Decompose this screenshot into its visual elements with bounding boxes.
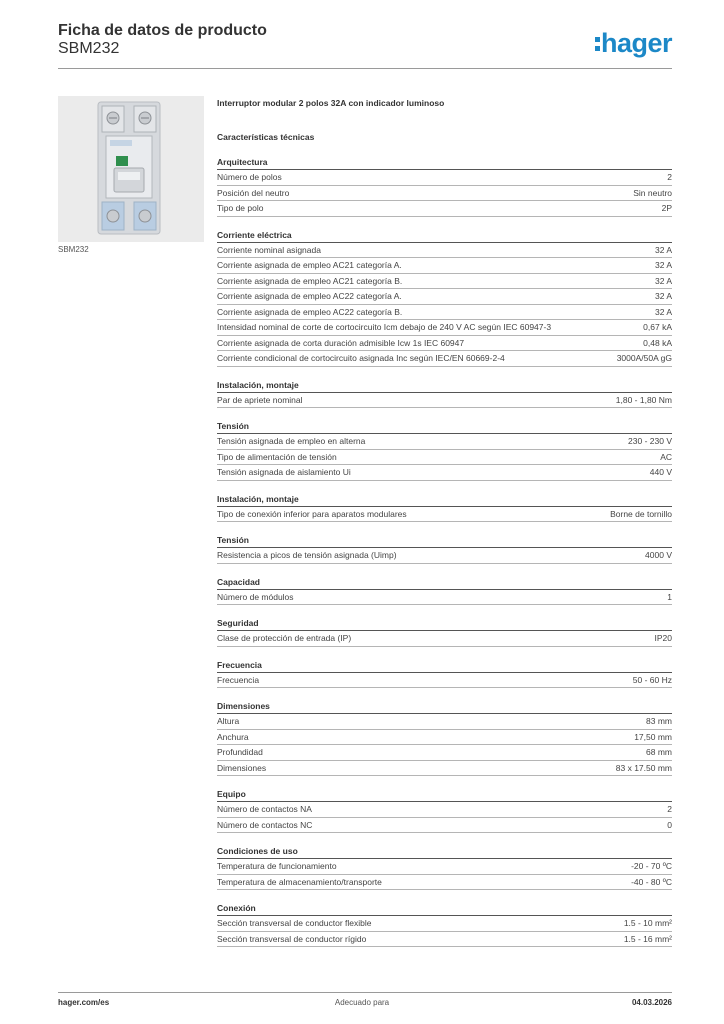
section-title: Seguridad — [217, 616, 672, 631]
spec-section — [217, 616, 672, 647]
spec-row — [217, 761, 672, 777]
spec-value: 32 A — [654, 260, 672, 271]
spec-row — [217, 548, 672, 564]
spec-section — [217, 901, 672, 947]
spec-section — [217, 155, 672, 217]
product-image — [58, 96, 204, 242]
spec-label: Anchura — [217, 731, 249, 742]
spec-row — [217, 351, 672, 367]
spec-row — [217, 745, 672, 761]
section-title: Equipo — [217, 787, 672, 802]
spec-row — [217, 320, 672, 336]
spec-row — [217, 336, 672, 352]
spec-label: Número de contactos NA — [217, 804, 312, 815]
spec-row — [217, 673, 672, 689]
spec-label: Sección transversal de conductor rígido — [217, 933, 367, 944]
spec-label: Corriente asignada de empleo AC21 categoría A. — [217, 260, 402, 271]
spec-label: Tensión asignada de empleo en alterna — [217, 436, 366, 447]
spec-label: Número de polos — [217, 172, 282, 183]
section-title: Tensión — [217, 419, 672, 434]
header-divider — [58, 68, 672, 69]
spec-row — [217, 875, 672, 891]
spec-label: Corriente condicional de cortocircuito asignada Inc según IEC/EN 60669-2-4 — [217, 353, 505, 364]
spec-label: Altura — [217, 716, 240, 727]
footer-divider — [58, 992, 672, 993]
spec-label: Número de módulos — [217, 591, 294, 602]
section-title: Condiciones de uso — [217, 844, 672, 859]
spec-value: 32 A — [654, 244, 672, 255]
product-datasheet — [217, 96, 672, 947]
spec-label: Corriente asignada de empleo AC22 categoría B. — [217, 306, 403, 317]
spec-section — [217, 492, 672, 523]
section-title: Instalación, montaje — [217, 378, 672, 393]
spec-value: 4000 V — [645, 550, 672, 561]
spec-label: Temperatura de funcionamiento — [217, 861, 337, 872]
section-title: Dimensiones — [217, 699, 672, 714]
spec-row — [217, 258, 672, 274]
switch-module-illustration — [58, 96, 204, 242]
section-title: Arquitectura — [217, 155, 672, 170]
spec-value: 32 A — [654, 275, 672, 286]
spec-row — [217, 818, 672, 834]
spec-value: 2P — [661, 203, 672, 214]
spec-value: -20 - 70 ºC — [631, 861, 672, 872]
spec-section — [217, 787, 672, 833]
spec-label: Tipo de alimentación de tensión — [217, 451, 337, 462]
spec-section — [217, 844, 672, 890]
spec-label: Intensidad nominal de corte de cortocircuito Icm debajo de 240 V AC según IEC 60947-3 — [217, 322, 552, 333]
spec-value: 32 A — [654, 306, 672, 317]
spec-label: Clase de protección de entrada (IP) — [217, 633, 352, 644]
spec-value: 1.5 - 10 mm² — [623, 918, 672, 929]
spec-value: 1.5 - 16 mm² — [623, 933, 672, 944]
spec-value: 230 - 230 V — [628, 436, 672, 447]
spec-value: 440 V — [649, 467, 672, 478]
document-title: Ficha de datos de producto — [58, 22, 267, 39]
spec-row — [217, 393, 672, 409]
spec-row — [217, 170, 672, 186]
spec-value: Borne de tornillo — [610, 508, 672, 519]
logo-colon-icon — [595, 37, 600, 55]
spec-value: 0 — [667, 819, 672, 830]
spec-row — [217, 932, 672, 948]
spec-label: Tipo de polo — [217, 203, 264, 214]
section-title: Frecuencia — [217, 658, 672, 673]
footer-website[interactable]: hager.com/es — [58, 998, 110, 1007]
footer-note: Adecuado para — [334, 998, 390, 1007]
section-title: Tensión — [217, 533, 672, 548]
spec-value: 0,48 kA — [643, 337, 672, 348]
spec-label: Corriente asignada de corta duración admisible Icw 1s IEC 60947 — [217, 337, 465, 348]
spec-row — [217, 714, 672, 730]
spec-row — [217, 289, 672, 305]
spec-value: 83 x 17.50 mm — [615, 762, 672, 773]
spec-value: 1,80 - 1,80 Nm — [615, 394, 672, 405]
spec-label: Tipo de conexión inferior para aparatos modulares — [217, 508, 407, 519]
technical-characteristics-heading: Características técnicas — [217, 132, 315, 142]
product-reference: SBM232 — [58, 40, 120, 57]
spec-section — [217, 419, 672, 481]
spec-row — [217, 916, 672, 932]
spec-value: 2 — [667, 172, 672, 183]
spec-value: AC — [660, 451, 672, 462]
spec-label: Par de apriete nominal — [217, 394, 303, 405]
spec-value: IP20 — [654, 633, 672, 644]
spec-row — [217, 434, 672, 450]
spec-row — [217, 450, 672, 466]
section-title: Capacidad — [217, 575, 672, 590]
section-title: Instalación, montaje — [217, 492, 672, 507]
hager-logo — [595, 28, 672, 58]
spec-row — [217, 305, 672, 321]
spec-section — [217, 378, 672, 409]
spec-row — [217, 631, 672, 647]
spec-value: Sin neutro — [633, 187, 672, 198]
spec-row — [217, 859, 672, 875]
spec-row — [217, 730, 672, 746]
logo-text: hager — [600, 28, 672, 58]
spec-row — [217, 465, 672, 481]
spec-row — [217, 274, 672, 290]
spec-row — [217, 507, 672, 523]
page-header — [58, 20, 672, 68]
spec-label: Frecuencia — [217, 674, 260, 685]
section-title: Corriente eléctrica — [217, 228, 672, 243]
spec-label: Resistencia a picos de tensión asignada (Uimp) — [217, 550, 397, 561]
spec-label: Corriente nominal asignada — [217, 244, 321, 255]
spec-section — [217, 658, 672, 689]
spec-value: -40 - 80 ºC — [631, 876, 672, 887]
spec-label: Corriente asignada de empleo AC21 categoría B. — [217, 275, 403, 286]
spec-value: 32 A — [654, 291, 672, 302]
spec-value: 0,67 kA — [643, 322, 672, 333]
spec-label: Número de contactos NC — [217, 819, 313, 830]
spec-section — [217, 575, 672, 606]
spec-value: 83 mm — [646, 716, 672, 727]
spec-row — [217, 186, 672, 202]
product-description: Interruptor modular 2 polos 32A con indicador luminoso — [217, 98, 445, 108]
spec-sections — [217, 155, 672, 947]
section-title: Conexión — [217, 901, 672, 916]
spec-section — [217, 533, 672, 564]
spec-label: Corriente asignada de empleo AC22 categoría A. — [217, 291, 402, 302]
spec-row — [217, 590, 672, 606]
spec-section — [217, 228, 672, 367]
spec-label: Posición del neutro — [217, 187, 290, 198]
spec-section — [217, 699, 672, 776]
spec-value: 17,50 mm — [634, 731, 672, 742]
spec-label: Tensión asignada de aislamiento Ui — [217, 467, 351, 478]
spec-row — [217, 243, 672, 259]
image-caption: SBM232 — [58, 245, 89, 254]
spec-label: Sección transversal de conductor flexible — [217, 918, 372, 929]
spec-label: Profundidad — [217, 747, 263, 758]
spec-value: 50 - 60 Hz — [632, 674, 672, 685]
spec-value: 2 — [667, 804, 672, 815]
spec-row — [217, 201, 672, 217]
spec-label: Dimensiones — [217, 762, 267, 773]
footer-date: 04.03.2026 — [631, 998, 672, 1007]
spec-row — [217, 802, 672, 818]
spec-value: 3000A/50A gG — [616, 353, 672, 364]
spec-value: 68 mm — [646, 747, 672, 758]
spec-value: 1 — [667, 591, 672, 602]
spec-label: Temperatura de almacenamiento/transporte — [217, 876, 382, 887]
